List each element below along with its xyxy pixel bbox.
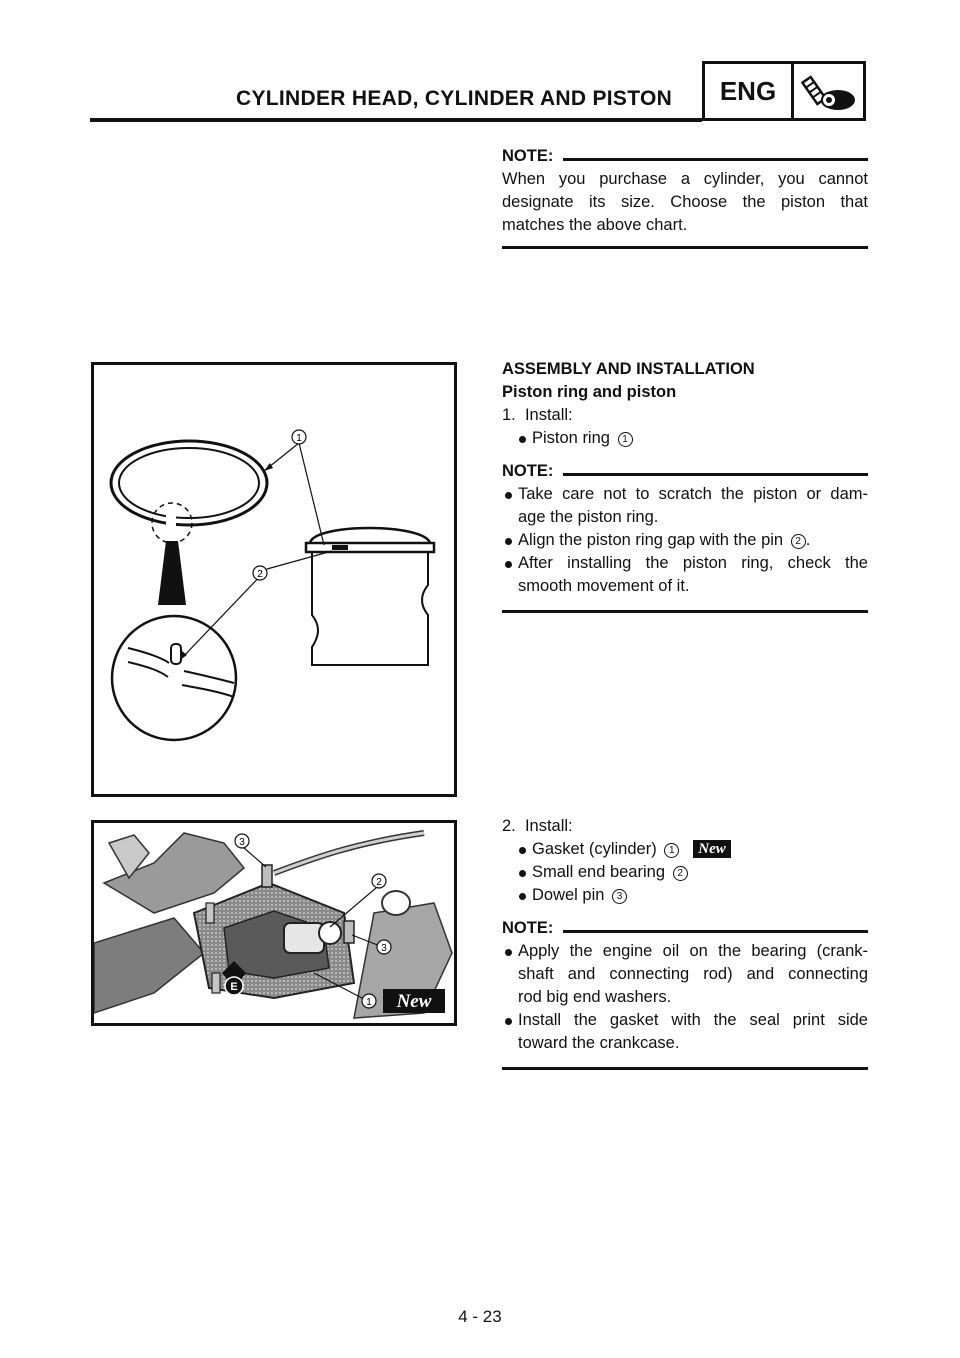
callout-3: 3 [381,943,387,954]
note-label: NOTE: [502,919,554,937]
section-badge [702,61,866,121]
oil-mark: E [230,981,238,993]
callout-1: 1 [366,997,372,1008]
piston-ring-figure [91,362,457,797]
callout-3: 3 [239,837,245,848]
section-code: ENG [705,64,794,118]
note-line: designate its size. Choose the piston that [502,193,868,211]
note-line: When you purchase a cylinder, you cannot [502,170,868,188]
callout-2: 2 [257,569,263,580]
step-2-item: Small end bearing 2 [516,861,868,884]
note-bullet: After installing the piston ring, check the smooth movement of it. [502,552,868,598]
top-note [502,145,868,249]
new-tag: New [693,840,731,858]
section-heading: ASSEMBLY AND INSTALLATION [502,360,755,378]
gasket-figure [91,820,457,1026]
step-1: 1. Install: [502,406,573,424]
note-label: NOTE: [502,147,554,165]
note-label: NOTE: [502,462,554,480]
callout-1: 1 [296,433,302,444]
note-bullet: Take care not to scratch the piston or dam- age the piston ring. [502,483,868,529]
callout-2: 2 [376,877,382,888]
new-tag: New [396,991,432,1012]
section-subheading: Piston ring and piston [502,383,677,401]
step-2-section [502,815,868,1070]
note-bullet: Install the gasket with the seal print side toward the crankcase. [502,1009,868,1055]
step-2-item: Gasket (cylinder) 1 New [516,838,868,861]
engine-wrench-icon [794,64,863,118]
note-line: matches the above chart. [502,216,688,234]
step-1-item: Piston ring 1 [516,427,868,450]
assembly-section [502,358,868,613]
step-2-item: Dowel pin 3 [516,884,868,907]
note-bullet: Align the piston ring gap with the pin 2 . [502,529,868,552]
header-rule [90,118,702,122]
note-bullet: Apply the engine oil on the bearing (crank- shaft and connecting rod) and connecting rod big end washers. [502,940,868,1009]
step-2: 2. Install: [502,817,573,835]
page-title: CYLINDER HEAD, CYLINDER AND PISTON [236,87,673,110]
page-number: 4 - 23 [458,1307,502,1326]
